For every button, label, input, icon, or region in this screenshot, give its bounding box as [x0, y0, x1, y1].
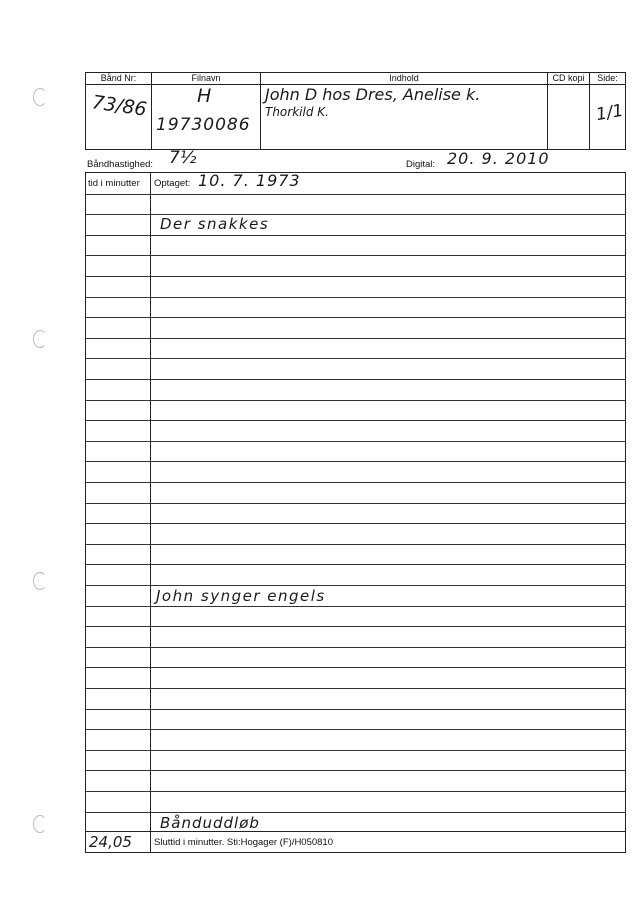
digital-label: Digital:: [406, 159, 436, 170]
grid-rule-line: [86, 667, 625, 668]
bandhastighed-label: Båndhastighed:: [87, 159, 154, 170]
indhold-label: Indhold: [261, 73, 547, 85]
punch-hole-upper-middle: [33, 330, 47, 348]
cd-kopi-cell: [548, 73, 590, 150]
indhold-line1: John D hos Dres, Anelise k.: [265, 85, 481, 104]
digital-value: 20. 9. 2010: [447, 149, 550, 168]
grid-rule-line: [86, 709, 625, 710]
header-table: [85, 72, 626, 150]
grid-rule-line: [86, 750, 625, 751]
grid-rule-line: [86, 688, 625, 689]
grid-rule-line: [86, 358, 625, 359]
grid-rule-line: [86, 626, 625, 627]
grid-rule-line: [86, 647, 625, 648]
grid-rule-line: [86, 503, 625, 504]
grid-rule-line: [86, 194, 625, 195]
band-nr-label: Bånd Nr:: [86, 73, 151, 85]
grid-rule-line: [86, 235, 625, 236]
side-value: 1/1: [594, 100, 625, 126]
note-john-synger-engels: John synger engels: [156, 587, 326, 605]
grid-rule-line: [86, 338, 625, 339]
punch-hole-top: [33, 88, 47, 106]
grid-rule-line: [86, 379, 625, 380]
filnavn-number: 19730086: [156, 115, 251, 135]
grid-rule-line: [86, 276, 625, 277]
grid-rule-line: [86, 729, 625, 730]
band-nr-value: 73/86: [90, 91, 149, 121]
footer-divider: [150, 832, 151, 852]
filnavn-cell: [152, 73, 261, 150]
grid-rule-line: [86, 441, 625, 442]
total-time-value: 24,05: [89, 833, 132, 851]
grid-rule-line: [86, 544, 625, 545]
grid-rule-line: [86, 523, 625, 524]
grid-rule-line: [86, 812, 625, 813]
punch-hole-lower-middle: [33, 572, 47, 590]
footer-text: Sluttid i minutter. Sti:Hogager (F)/H050810: [154, 837, 334, 848]
log-grid: [85, 172, 626, 832]
grid-rule-line: [86, 400, 625, 401]
filnavn-label: Filnavn: [152, 73, 260, 85]
grid-rule-line: [86, 585, 625, 586]
punch-hole-bottom: [33, 815, 47, 833]
note-banduddlob: Bånduddløb: [160, 814, 260, 832]
bandhastighed-value: 7½: [169, 148, 197, 168]
grid-rule-line: [86, 317, 625, 318]
grid-rule-line: [86, 461, 625, 462]
grid-rule-line: [86, 255, 625, 256]
grid-rule-line: [86, 791, 625, 792]
tid-label: tid i minutter: [88, 178, 140, 189]
optaget-label: Optaget:: [154, 178, 191, 189]
note-der-snakkes: Der snakkes: [160, 215, 270, 233]
side-label: Side:: [590, 73, 625, 85]
cd-kopi-label: CD kopi: [548, 73, 589, 85]
optaget-value: 10. 7. 1973: [198, 171, 301, 190]
side-cell: [590, 73, 625, 150]
grid-rule-line: [86, 564, 625, 565]
indhold-cell: [261, 73, 548, 150]
grid-rule-line: [86, 297, 625, 298]
recording-log-sheet: [85, 72, 626, 853]
grid-rule-line: [86, 606, 625, 607]
band-nr-cell: [86, 73, 152, 150]
grid-rule-line: [86, 420, 625, 421]
bandhastighed-row: [85, 150, 626, 172]
grid-rule-line: [86, 770, 625, 771]
footer-row: [85, 832, 626, 853]
indhold-line2: Thorkild K.: [265, 105, 329, 119]
filnavn-letter: H: [197, 85, 212, 107]
grid-rule-line: [86, 482, 625, 483]
